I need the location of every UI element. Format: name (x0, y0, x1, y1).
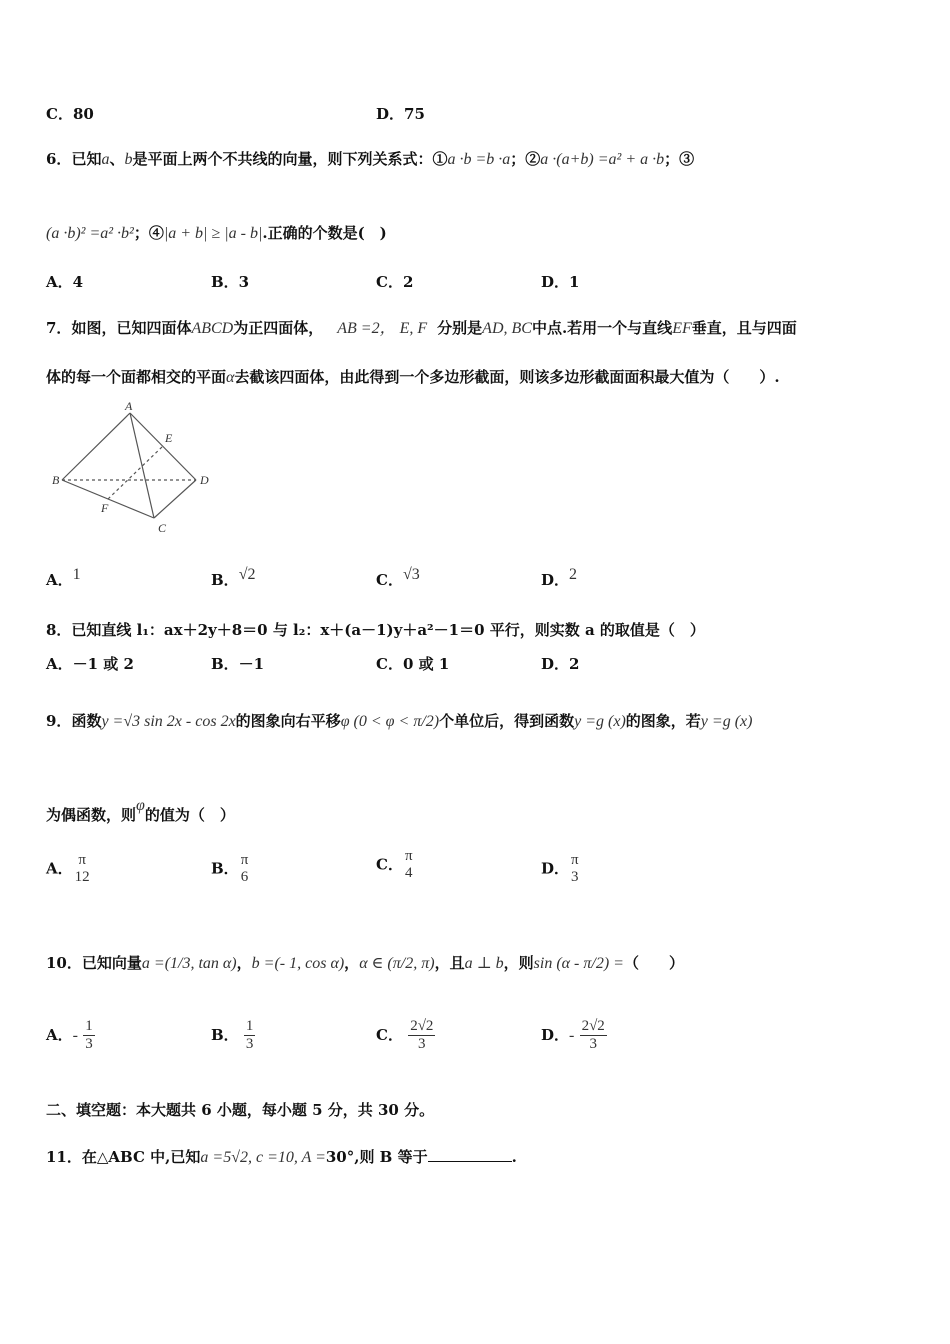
q6-option-b: B．3 (211, 273, 250, 291)
q9-option-d: D． π 3 (541, 852, 579, 886)
q6-option-a: A．4 (46, 273, 84, 291)
figure-label-f: F (101, 501, 109, 515)
section-2-heading: 二、填空题：本大题共 6 小题，每小题 5 分，共 30 分。 (46, 1101, 435, 1119)
q10-number: 10． (46, 954, 82, 972)
figure-label-c: C (158, 521, 167, 535)
q8-option-a: A．－1 或 2 (46, 655, 134, 673)
figure-label-a: A (125, 399, 133, 413)
q6-line1: 6．已知a、b是平面上两个不共线的向量，则下列关系式：①a ·b =b ·a；②a ·(a+b) =a² + a ·b；③ (46, 150, 695, 168)
q9-line2: 为偶函数，则φ的值为（ ） (46, 797, 235, 824)
figure-label-b: B (52, 473, 60, 487)
q7-option-c: C．√3 (376, 566, 420, 589)
q6-option-c: C．2 (376, 273, 414, 291)
q7-number: 7． (46, 319, 72, 337)
q11-number: 11． (46, 1148, 82, 1166)
q6-option-d: D．1 (541, 273, 580, 291)
q11-line: 11．在△ABC 中,已知a =5√2, c =10, A =30°,则 B 等于 . (46, 1148, 517, 1166)
q8-text: 8．已知直线 l₁：ax＋2y＋8＝0 与 l₂：x＋(a－1)y＋a²－1＝0 平行，则实数 a 的取值是（ ） (46, 621, 705, 639)
q8-option-c: C．0 或 1 (376, 655, 450, 673)
vector-b: b (124, 151, 133, 168)
q6-expr3: (a ·b)² =a² ·b² (46, 225, 134, 242)
q9-option-b: B． π 6 (211, 852, 249, 886)
q7-option-b: B．√2 (211, 566, 256, 589)
q8-option-b: B．－1 (211, 655, 265, 673)
q6-line2: (a ·b)² =a² ·b²；④|a + b| ≥ |a - b|.正确的个数是( ) (46, 224, 387, 242)
tetrahedron-figure (46, 398, 221, 538)
q9-option-a: A． π 12 (46, 852, 90, 886)
q9-option-c: C． π 4 (376, 848, 413, 882)
q7-option-d: D．2 (541, 566, 578, 589)
figure-label-d: D (200, 473, 209, 487)
q6-expr4: |a + b| ≥ |a - b| (163, 225, 263, 242)
vector-a: a (101, 151, 110, 168)
q7-line1: 7．如图，已知四面体ABCD为正四面体， AB =2， E, F 分别是AD, BC中点.若用一个与直线EF垂直，且与四面 (46, 319, 797, 337)
figure-label-e: E (165, 431, 173, 445)
q9-line1: 9．函数y =√3 sin 2x - cos 2x的图象向右平移φ (0 < φ < π/2)个单位后，得到函数y =g (x)的图象，若y =g (x) (46, 712, 753, 730)
q6-expr2: a ·(a+b) =a² + a ·b (540, 151, 665, 168)
q11-answer-blank[interactable] (428, 1147, 512, 1162)
q9-number: 9． (46, 712, 72, 730)
q10-line: 10．已知向量a =(1/3, tan α)，b =(- 1, cos α)，α ∈ (π/2, π)，且a ⊥ b，则sin (α - π/2) =（ ） (46, 954, 684, 972)
q6-number: 6． (46, 150, 72, 168)
q7-line2: 体的每一个面都相交的平面α去截该四面体，由此得到一个多边形截面，则该多边形截面面积最大值为（ ）. (46, 368, 780, 386)
q10-option-a: A．- $\frac{1}{3}$ (46, 1018, 93, 1053)
q8-option-d: D．2 (541, 655, 580, 673)
q10-option-d: D．- $\frac{2√2}{3}$ (541, 1018, 605, 1053)
q6-expr1: a ·b =b ·a (447, 151, 511, 168)
q5-option-d: D．75 (376, 105, 425, 123)
q5-option-c: C．80 (46, 105, 94, 123)
q10-option-b: B． $\frac{1}{3}$ (211, 1018, 254, 1053)
q10-option-c: C． $\frac{2√2}{3}$ (376, 1018, 434, 1053)
q7-option-a: A．1 (46, 566, 81, 589)
